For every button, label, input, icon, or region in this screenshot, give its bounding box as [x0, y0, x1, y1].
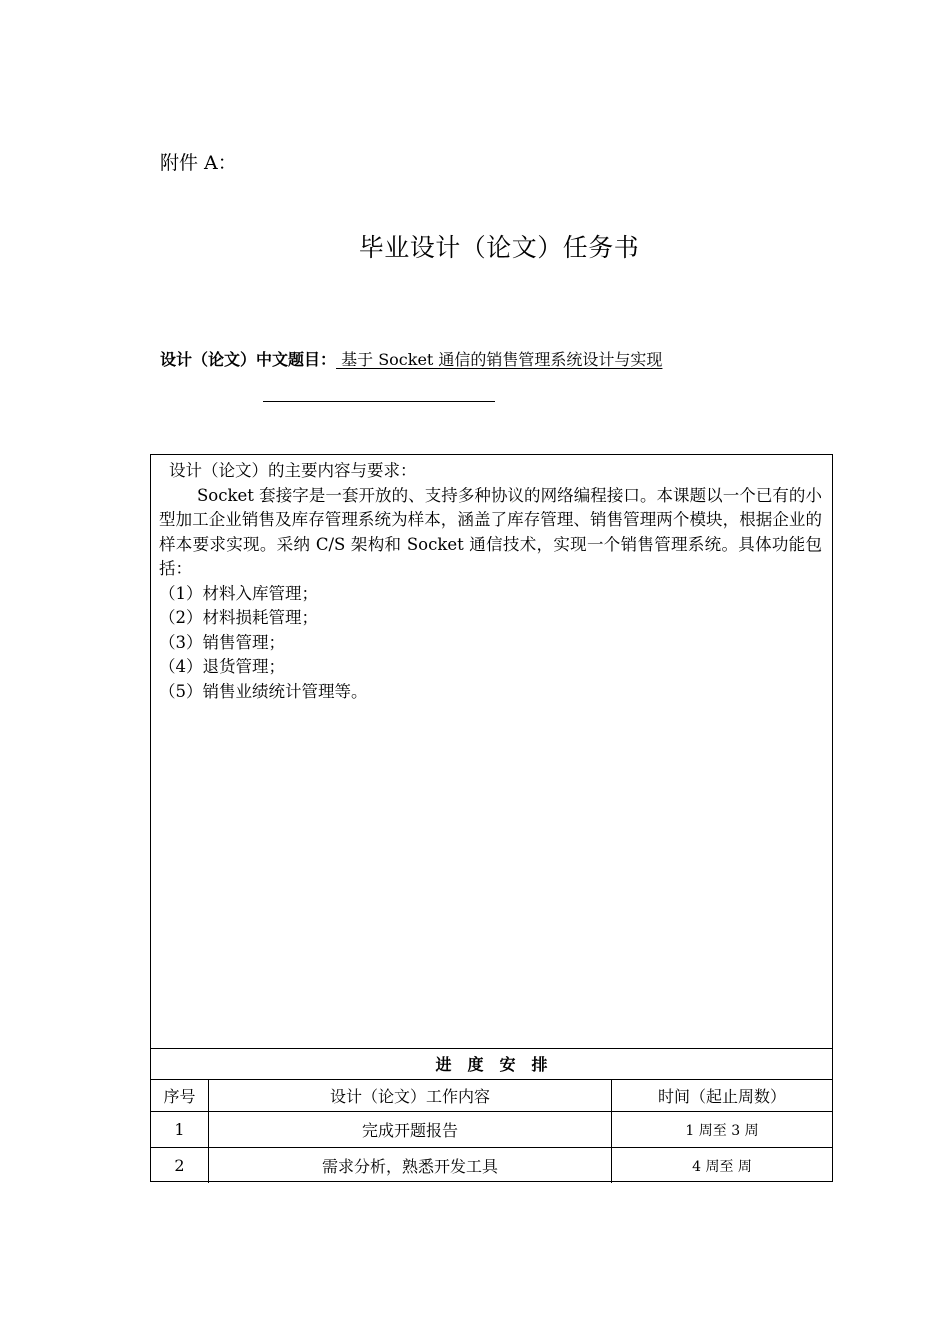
table-row [151, 1112, 832, 1148]
list-item: （3）销售管理； [159, 632, 285, 652]
table-header-row [151, 1080, 832, 1112]
column-header-task: 设计（论文）工作内容 [209, 1080, 612, 1112]
subject-value: 基于 Socket 通信的销售管理系统设计与实现 [336, 350, 663, 369]
row-time: 4 周至 周 [692, 1158, 752, 1175]
row-time: 1 周至 3 周 [612, 1112, 833, 1148]
column-header-no: 序号 [151, 1080, 209, 1112]
document-title: 毕业设计（论文）任务书 [358, 233, 640, 262]
content-paragraph: Socket 套接字是一套开放的、支持多种协议的网络编程接口。本课题以一个已有的小型加工企业销售及库存管理系统为样本，涵盖了库存管理、销售管理两个模块，根据企业的样本要求实现。采纳 C/S 架构和 Socket 通信技术，实现一个销售管理系统。具体功能包括： [159, 485, 822, 578]
column-header-time: 时间（起止周数） [612, 1080, 833, 1112]
attachment-label: 附件 A： [160, 152, 237, 174]
content-heading: 设计（论文）的主要内容与要求： [169, 461, 417, 480]
row-task: 需求分析，熟悉开发工具 [209, 1148, 612, 1184]
list-item: （2）材料损耗管理； [159, 608, 318, 627]
list-item: （1）材料入库管理； [159, 583, 318, 603]
row-no: 2 [151, 1148, 209, 1184]
task-table [150, 454, 833, 1182]
list-item: （5）销售业绩统计管理等。 [159, 681, 368, 701]
subject-label: 设计（论文）中文题目： [160, 350, 337, 369]
subject-row [160, 347, 662, 370]
schedule-title: 进度安排 [151, 1049, 832, 1080]
row-task: 完成开题报告 [209, 1112, 612, 1148]
row-no: 1 [151, 1112, 209, 1148]
schedule-table [151, 1080, 832, 1183]
subject-underline [263, 401, 495, 402]
table-row [151, 1148, 832, 1184]
content-section [151, 455, 832, 1049]
list-item: （4）退货管理； [159, 657, 285, 676]
